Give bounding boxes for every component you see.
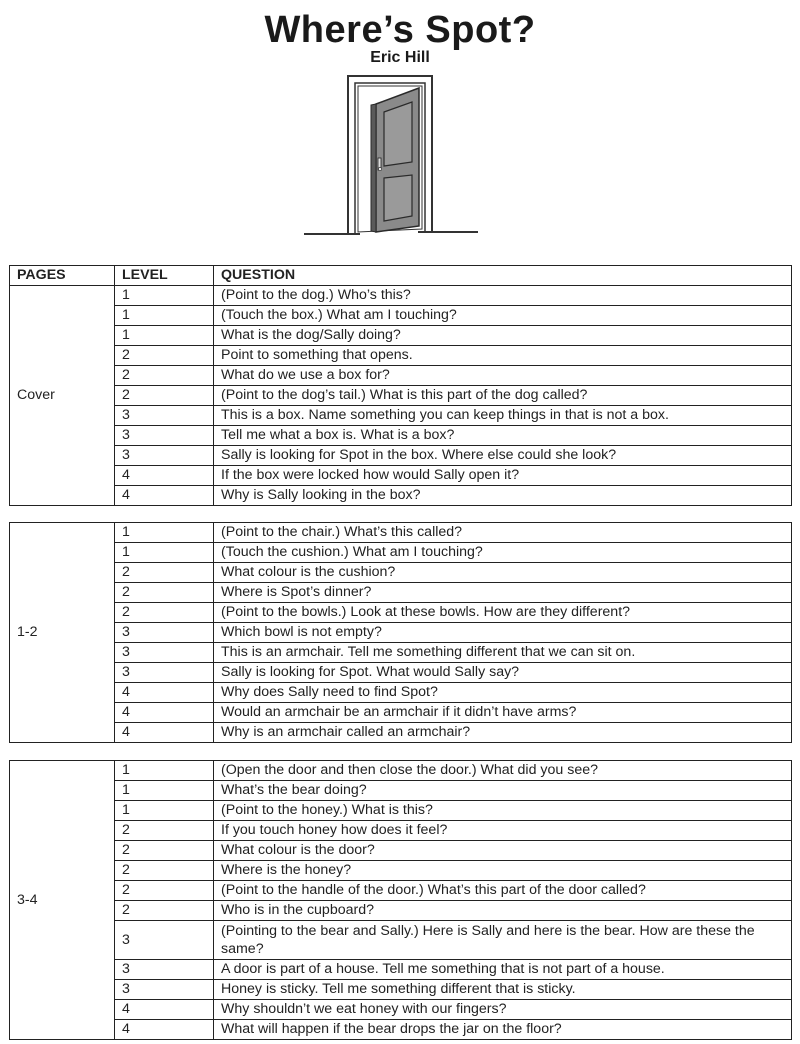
level-cell: 2 [115, 901, 214, 921]
level-cell: 4 [115, 466, 214, 486]
question-cell: Tell me what a box is. What is a box? [214, 426, 792, 446]
level-cell: 1 [115, 326, 214, 346]
question-cell: What will happen if the bear drops the jar on the floor? [214, 1020, 792, 1040]
level-cell: 2 [115, 603, 214, 623]
level-cell: 2 [115, 346, 214, 366]
question-table [9, 265, 792, 506]
author-name: Eric Hill [370, 49, 430, 66]
level-cell: 3 [115, 446, 214, 466]
table-row [10, 366, 792, 386]
level-cell: 1 [115, 781, 214, 801]
table-row [10, 901, 792, 921]
level-cell: 4 [115, 723, 214, 743]
question-cell: If the box were locked how would Sally open it? [214, 466, 792, 486]
table-row [10, 346, 792, 366]
level-cell: 2 [115, 881, 214, 901]
question-cell: Why shouldn’t we eat honey with our fingers? [214, 1000, 792, 1020]
table-row [10, 326, 792, 346]
table-row [10, 286, 792, 306]
page-title: Where’s Spot? [264, 9, 536, 51]
question-cell: (Touch the box.) What am I touching? [214, 306, 792, 326]
table-header-row [10, 266, 792, 286]
question-cell: (Open the door and then close the door.) What did you see? [214, 761, 792, 781]
table-row [10, 781, 792, 801]
table-row [10, 841, 792, 861]
level-cell: 2 [115, 563, 214, 583]
table-row [10, 406, 792, 426]
level-cell: 2 [115, 821, 214, 841]
level-cell: 4 [115, 1020, 214, 1040]
question-cell: This is an armchair. Tell me something different that we can sit on. [214, 643, 792, 663]
table-row [10, 683, 792, 703]
level-cell: 3 [115, 406, 214, 426]
question-cell: What do we use a box for? [214, 366, 792, 386]
table-row [10, 663, 792, 683]
question-cell: Who is in the cupboard? [214, 901, 792, 921]
table-row [10, 426, 792, 446]
question-cell: Would an armchair be an armchair if it didn’t have arms? [214, 703, 792, 723]
question-cell: Why does Sally need to find Spot? [214, 683, 792, 703]
level-cell: 3 [115, 980, 214, 1000]
question-cell: Point to something that opens. [214, 346, 792, 366]
question-cell: Where is Spot’s dinner? [214, 583, 792, 603]
pages-cell: 1-2 [10, 523, 115, 743]
level-cell: 1 [115, 306, 214, 326]
level-cell: 2 [115, 841, 214, 861]
level-cell: 1 [115, 543, 214, 563]
table-row [10, 861, 792, 881]
door-illustration [300, 74, 485, 238]
level-cell: 1 [115, 523, 214, 543]
pages-header: PAGES [10, 266, 115, 286]
level-cell: 4 [115, 683, 214, 703]
question-header: QUESTION [214, 266, 792, 286]
level-cell: 3 [115, 663, 214, 683]
question-cell: (Point to the dog’s tail.) What is this part of the dog called? [214, 386, 792, 406]
table-row [10, 386, 792, 406]
question-cell: If you touch honey how does it feel? [214, 821, 792, 841]
question-cell: Honey is sticky. Tell me something different that is sticky. [214, 980, 792, 1000]
level-cell: 1 [115, 286, 214, 306]
level-cell: 3 [115, 623, 214, 643]
question-cell: Sally is looking for Spot. What would Sally say? [214, 663, 792, 683]
table-row [10, 563, 792, 583]
level-cell: 3 [115, 960, 214, 980]
table-row [10, 881, 792, 901]
question-cell: What is the dog/Sally doing? [214, 326, 792, 346]
table-row [10, 960, 792, 980]
question-cell: Why is an armchair called an armchair? [214, 723, 792, 743]
table-row [10, 801, 792, 821]
question-cell: (Touch the cushion.) What am I touching? [214, 543, 792, 563]
level-cell: 2 [115, 386, 214, 406]
question-table [9, 522, 792, 743]
level-cell: 4 [115, 1000, 214, 1020]
table-row [10, 921, 792, 960]
table-row [10, 1020, 792, 1040]
pages-cell: 3-4 [10, 761, 115, 1040]
table-row [10, 306, 792, 326]
table-row [10, 523, 792, 543]
question-cell: Where is the honey? [214, 861, 792, 881]
level-cell: 2 [115, 366, 214, 386]
level-cell: 4 [115, 703, 214, 723]
table-row [10, 623, 792, 643]
question-cell: (Pointing to the bear and Sally.) Here is Sally and here is the bear. How are these the same? [214, 921, 792, 960]
question-cell: (Point to the dog.) Who’s this? [214, 286, 792, 306]
level-cell: 3 [115, 426, 214, 446]
question-cell: (Point to the chair.) What’s this called? [214, 523, 792, 543]
table-row [10, 446, 792, 466]
table-row [10, 466, 792, 486]
question-cell: (Point to the handle of the door.) What’s this part of the door called? [214, 881, 792, 901]
table-row [10, 583, 792, 603]
table-row [10, 1000, 792, 1020]
level-cell: 2 [115, 861, 214, 881]
question-cell: Sally is looking for Spot in the box. Where else could she look? [214, 446, 792, 466]
table-row [10, 543, 792, 563]
level-header: LEVEL [115, 266, 214, 286]
question-cell: Which bowl is not empty? [214, 623, 792, 643]
table-row [10, 603, 792, 623]
table-row [10, 486, 792, 506]
table-row [10, 980, 792, 1000]
table-row [10, 643, 792, 663]
question-table [9, 760, 792, 1040]
question-cell: What colour is the door? [214, 841, 792, 861]
question-cell: This is a box. Name something you can keep things in that is not a box. [214, 406, 792, 426]
question-cell: What’s the bear doing? [214, 781, 792, 801]
question-cell: Why is Sally looking in the box? [214, 486, 792, 506]
table-row [10, 761, 792, 781]
question-cell: What colour is the cushion? [214, 563, 792, 583]
level-cell: 3 [115, 643, 214, 663]
level-cell: 4 [115, 486, 214, 506]
table-row [10, 821, 792, 841]
level-cell: 1 [115, 801, 214, 821]
question-cell: (Point to the bowls.) Look at these bowls. How are they different? [214, 603, 792, 623]
level-cell: 1 [115, 761, 214, 781]
level-cell: 2 [115, 583, 214, 603]
level-cell: 3 [115, 921, 214, 960]
question-cell: A door is part of a house. Tell me something that is not part of a house. [214, 960, 792, 980]
table-row [10, 703, 792, 723]
question-cell: (Point to the honey.) What is this? [214, 801, 792, 821]
table-row [10, 723, 792, 743]
pages-cell: Cover [10, 286, 115, 506]
